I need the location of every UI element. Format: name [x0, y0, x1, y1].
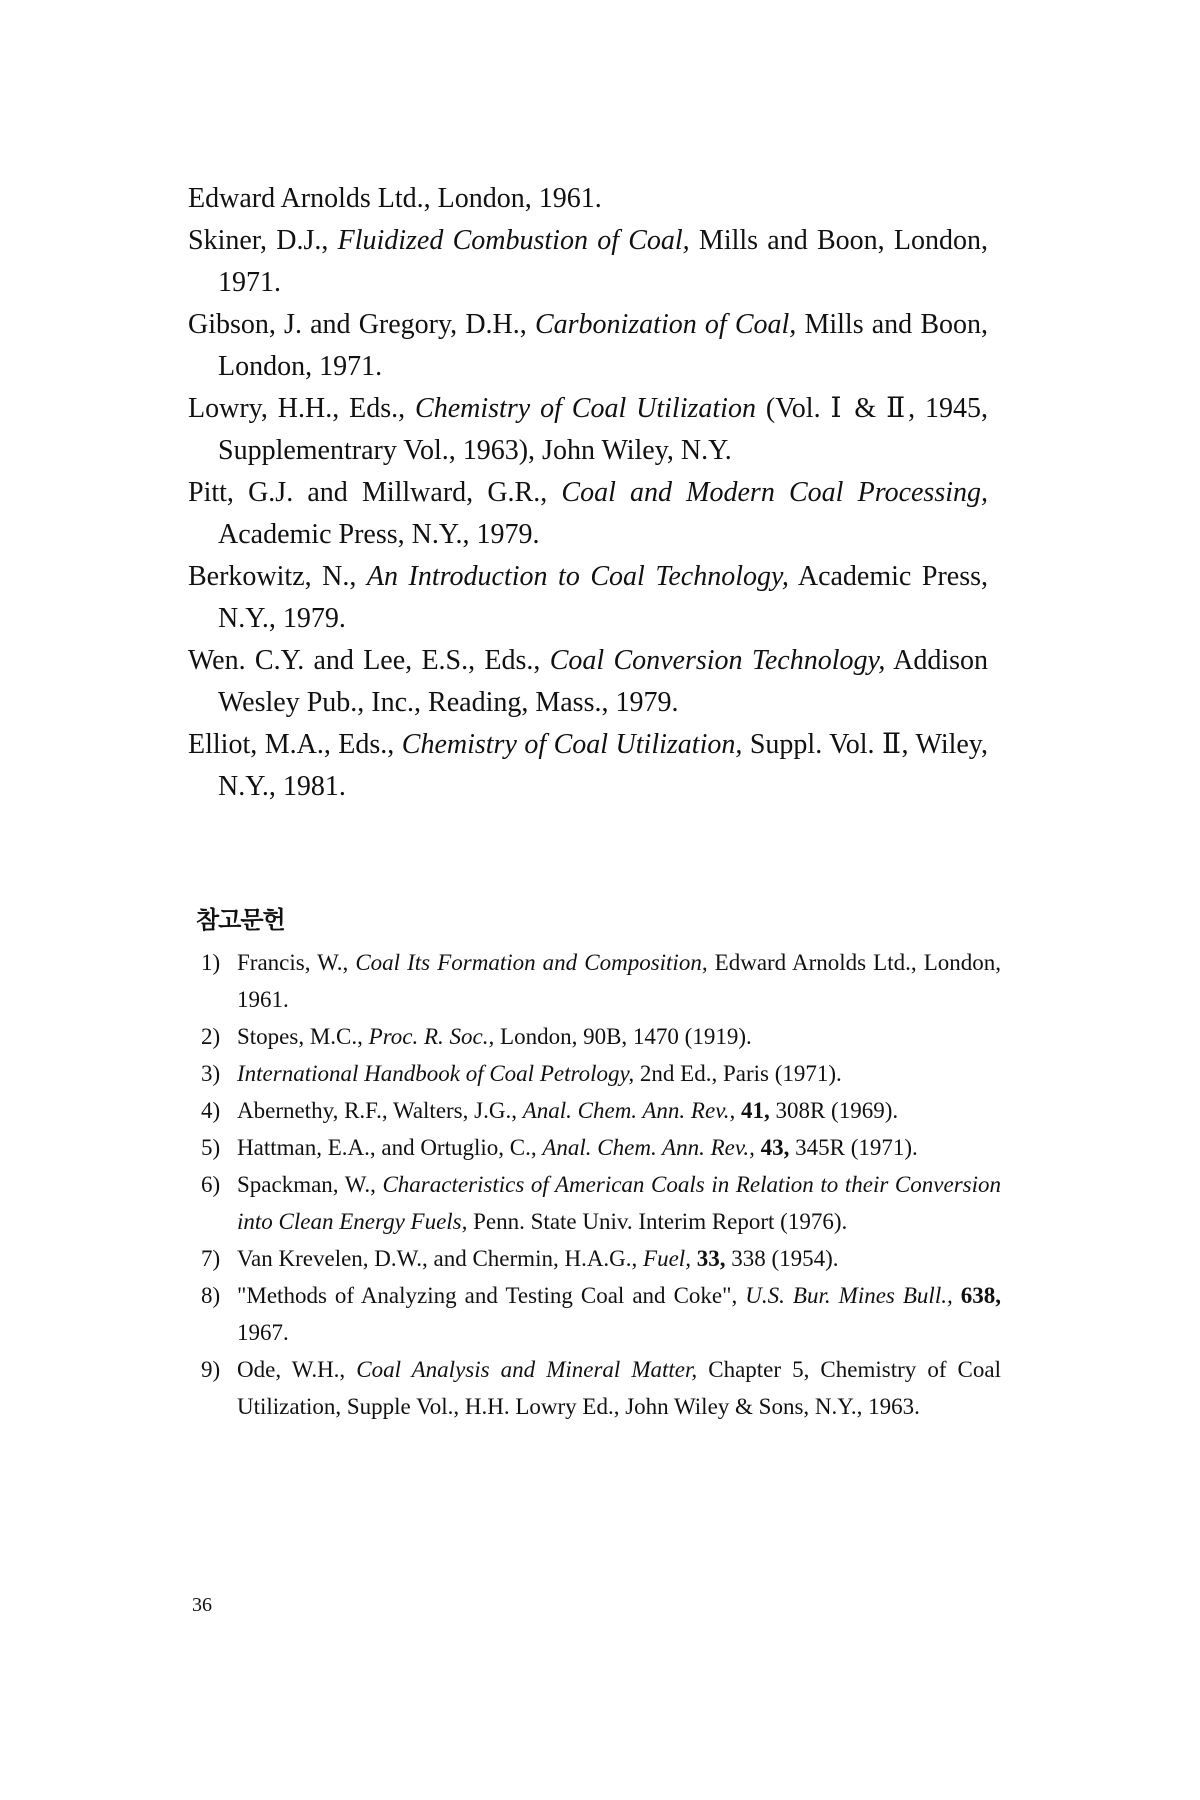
- reference-authors: Abernethy, R.F., Walters, J.G.,: [237, 1098, 523, 1123]
- bibliography-section: [188, 178, 988, 808]
- reference-title: Anal. Chem. Ann. Rev.,: [542, 1135, 755, 1160]
- page-number: 36: [192, 1594, 212, 1616]
- bib-title: Coal and Modern Coal Processing,: [561, 477, 988, 508]
- reference-details: 308R (1969).: [769, 1098, 899, 1123]
- bib-publisher: Academic Press, N.Y., 1979.: [218, 519, 540, 550]
- references-list: [201, 944, 1001, 1425]
- reference-title: Characteristics of American Coals in Relation to their Conversion into Clean Energy Fuels,: [237, 1172, 1001, 1234]
- bib-authors: Skiner, D.J.,: [188, 225, 338, 256]
- bib-authors: Gibson, J. and Gregory, D.H.,: [188, 309, 535, 340]
- reference-authors: Van Krevelen, D.W., and Chermin, H.A.G.,: [237, 1246, 644, 1271]
- reference-title: Coal Its Formation and Composition,: [355, 950, 708, 975]
- bib-entry: [188, 472, 988, 556]
- reference-item: [201, 1277, 1001, 1351]
- reference-item: [201, 1092, 1001, 1129]
- bib-entry: [188, 640, 988, 724]
- reference-number: 4): [201, 1098, 221, 1123]
- bib-publisher: Addison Wesley Pub., Inc., Reading, Mass., 1979.: [218, 645, 988, 718]
- bib-publisher: Suppl. Vol. Ⅱ, Wiley, N.Y., 1981.: [218, 729, 988, 802]
- reference-item: [201, 944, 1001, 1018]
- bib-title: An Introduction to Coal Technology,: [366, 561, 789, 592]
- bib-authors: Elliot, M.A., Eds.,: [188, 729, 402, 760]
- reference-authors: Ode, W.H.,: [237, 1357, 357, 1382]
- bib-authors: Berkowitz, N.,: [188, 561, 367, 592]
- bib-authors: Pitt, G.J. and Millward, G.R.,: [188, 477, 562, 508]
- reference-volume: 33,: [690, 1246, 726, 1271]
- reference-details: London, 90B, 1470 (1919).: [494, 1024, 752, 1049]
- reference-number: 7): [201, 1246, 221, 1271]
- reference-number: 3): [201, 1061, 221, 1086]
- reference-title: International Handbook of Coal Petrology,: [237, 1061, 635, 1086]
- reference-volume: 41,: [735, 1098, 770, 1123]
- reference-number: 6): [201, 1172, 221, 1197]
- reference-item: [201, 1240, 1001, 1277]
- bib-entry: [188, 178, 988, 220]
- bib-authors: Lowry, H.H., Eds.,: [188, 393, 416, 424]
- bib-entry: [188, 304, 988, 388]
- reference-details: 338 (1954).: [725, 1246, 839, 1271]
- reference-details: Penn. State Univ. Interim Report (1976).: [467, 1209, 848, 1234]
- reference-title: U.S. Bur. Mines Bull.,: [745, 1283, 953, 1308]
- reference-number: 8): [201, 1283, 221, 1308]
- reference-item: [201, 1166, 1001, 1240]
- bib-authors: Edward Arnolds Ltd., London, 1961.: [188, 183, 602, 214]
- reference-item: [201, 1055, 1001, 1092]
- reference-number: 5): [201, 1135, 221, 1160]
- reference-number: 1): [201, 950, 221, 975]
- reference-number: 9): [201, 1357, 221, 1382]
- bib-publisher: Academic Press, N.Y., 1979.: [218, 561, 988, 634]
- reference-volume: 638,: [952, 1283, 1001, 1308]
- bib-publisher: (Vol. Ⅰ & Ⅱ, 1945, Supplementrary Vol., 1963), John Wiley, N.Y.: [218, 393, 988, 466]
- reference-title: Fuel,: [643, 1246, 691, 1271]
- reference-item: [201, 1351, 1001, 1425]
- reference-title: Anal. Chem. Ann. Rev.,: [522, 1098, 736, 1123]
- bib-title: Chemistry of Coal Utilization: [415, 393, 756, 424]
- bib-entry: [188, 220, 988, 304]
- bib-title: Chemistry of Coal Utilization,: [401, 729, 743, 760]
- reference-details: Edward Arnolds Ltd., London, 1961.: [237, 950, 1002, 1012]
- reference-authors: Spackman, W.,: [237, 1172, 383, 1197]
- reference-authors: "Methods of Analyzing and Testing Coal and Coke",: [237, 1283, 746, 1308]
- bib-title: Coal Conversion Technology,: [549, 645, 886, 676]
- references-heading: 참고문헌: [196, 906, 285, 934]
- reference-details: 1967.: [237, 1320, 289, 1345]
- reference-number: 2): [201, 1024, 221, 1049]
- reference-authors: Hattman, E.A., and Ortuglio, C.,: [237, 1135, 543, 1160]
- reference-item: [201, 1018, 1001, 1055]
- bib-title: Carbonization of Coal,: [534, 309, 797, 340]
- bib-title: Fluidized Combustion of Coal,: [337, 225, 690, 256]
- bib-entry: [188, 724, 988, 808]
- reference-title: Coal Analysis and Mineral Matter,: [356, 1357, 698, 1382]
- reference-title: Proc. R. Soc.,: [368, 1024, 495, 1049]
- bib-authors: Wen. C.Y. and Lee, E.S., Eds.,: [188, 645, 550, 676]
- bib-entry: [188, 556, 988, 640]
- reference-item: [201, 1129, 1001, 1166]
- reference-details: 345R (1971).: [789, 1135, 918, 1160]
- reference-details: Chapter 5, Chemistry of Coal Utilization, Supple Vol., H.H. Lowry Ed., John Wiley & Sons, N.Y., 1963.: [237, 1357, 1001, 1419]
- reference-authors: Francis, W.,: [237, 950, 356, 975]
- reference-details: 2nd Ed., Paris (1971).: [634, 1061, 842, 1086]
- reference-volume: 43,: [754, 1135, 790, 1160]
- bib-publisher: Mills and Boon, London, 1971.: [218, 309, 989, 382]
- bib-entry: [188, 388, 988, 472]
- bib-publisher: Mills and Boon, London, 1971.: [218, 225, 988, 298]
- reference-authors: Stopes, M.C.,: [237, 1024, 369, 1049]
